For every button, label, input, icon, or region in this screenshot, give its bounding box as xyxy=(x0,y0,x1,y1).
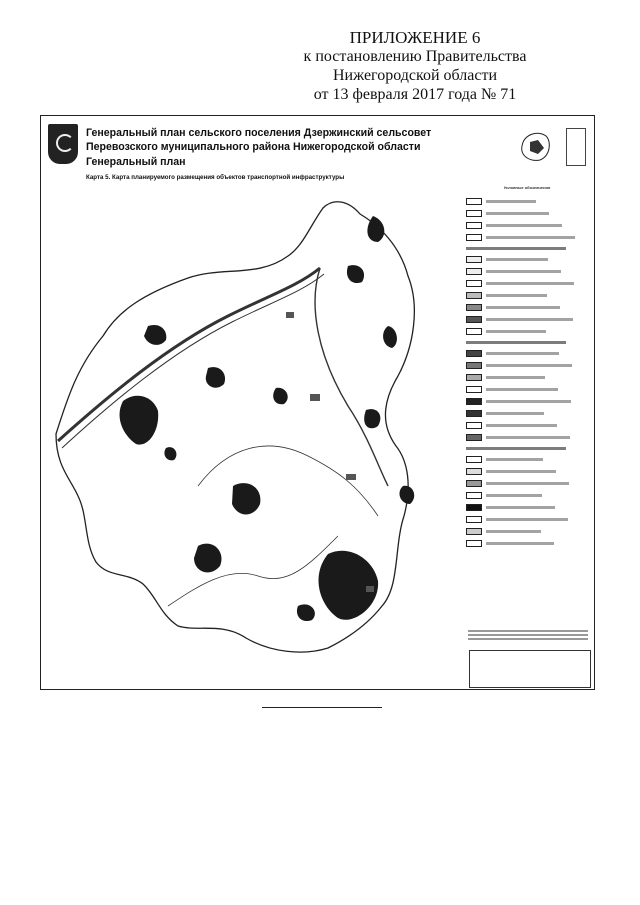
plan-title-line1: Генеральный план сельского поселения Дзержинский сельсовет xyxy=(86,127,432,139)
legend-text-placeholder xyxy=(486,518,568,521)
legend-item xyxy=(466,360,588,370)
legend-item xyxy=(466,514,588,524)
legend-swatch xyxy=(466,350,482,357)
legend-item xyxy=(466,314,588,324)
legend-text-placeholder xyxy=(486,236,575,239)
legend-item xyxy=(466,526,588,536)
legend-text-placeholder xyxy=(486,388,558,391)
legend-text-placeholder xyxy=(486,542,554,545)
legend-swatch xyxy=(466,222,482,229)
legend-text-placeholder xyxy=(486,282,574,285)
plan-subtitle: Генеральный план xyxy=(86,156,186,168)
separator-line xyxy=(262,707,382,708)
legend-swatch xyxy=(466,304,482,311)
legend-swatch xyxy=(466,362,482,369)
legend-title: Условные обозначения xyxy=(503,185,551,190)
sheet-stamp-box xyxy=(566,128,586,166)
legend-item xyxy=(466,326,588,336)
legend-swatch xyxy=(466,480,482,487)
legend-text-placeholder xyxy=(486,306,560,309)
legend-item xyxy=(466,290,588,300)
legend-item xyxy=(466,396,588,406)
legend-item xyxy=(466,490,588,500)
legend-swatch xyxy=(466,398,482,405)
legend-swatch xyxy=(466,386,482,393)
legend-item xyxy=(466,220,588,230)
map-legend xyxy=(466,185,588,625)
legend-item xyxy=(466,408,588,418)
legend-text-placeholder xyxy=(486,212,549,215)
legend-item xyxy=(466,466,588,476)
title-block xyxy=(469,650,591,688)
legend-item xyxy=(466,254,588,264)
legend-text-placeholder xyxy=(486,400,571,403)
legend-swatch xyxy=(466,504,482,511)
plan-title xyxy=(86,126,506,154)
legend-swatch xyxy=(466,198,482,205)
legend-swatch xyxy=(466,468,482,475)
legend-text-placeholder xyxy=(486,200,536,203)
legend-item xyxy=(466,454,588,464)
legend-text-placeholder xyxy=(486,412,544,415)
legend-text-placeholder xyxy=(486,376,545,379)
legend-item xyxy=(466,420,588,430)
legend-item xyxy=(466,538,588,548)
legend-section-heading xyxy=(466,341,566,344)
decree-line: к постановлению Правительства xyxy=(303,48,527,65)
map-name: Карта 5. Карта планируемого размещения объектов транспортной инфраструктуры xyxy=(86,174,345,181)
legend-swatch xyxy=(466,316,482,323)
region-line: Нижегородской области xyxy=(332,67,497,84)
legend-swatch xyxy=(466,516,482,523)
legend-swatch xyxy=(466,234,482,241)
legend-item xyxy=(466,384,588,394)
legend-swatch xyxy=(466,540,482,547)
legend-item xyxy=(466,372,588,382)
legend-text-placeholder xyxy=(486,330,546,333)
legend-swatch xyxy=(466,456,482,463)
legend-text-placeholder xyxy=(486,224,562,227)
legend-item xyxy=(466,196,588,206)
legend-text-placeholder xyxy=(486,294,547,297)
locator-inset-icon xyxy=(512,126,560,166)
map-notes xyxy=(468,630,588,644)
legend-swatch xyxy=(466,328,482,335)
legend-item xyxy=(466,348,588,358)
legend-swatch xyxy=(466,292,482,299)
legend-text-placeholder xyxy=(486,352,559,355)
legend-item xyxy=(466,478,588,488)
legend-text-placeholder xyxy=(486,494,542,497)
document-header xyxy=(250,28,580,104)
legend-swatch xyxy=(466,434,482,441)
legend-swatch xyxy=(466,268,482,275)
legend-item xyxy=(466,266,588,276)
coat-of-arms-icon xyxy=(48,124,78,164)
plan-title-line2: Перевозского муниципального района Нижегородской области xyxy=(86,141,421,153)
legend-text-placeholder xyxy=(486,470,556,473)
legend-text-placeholder xyxy=(486,258,548,261)
legend-text-placeholder xyxy=(486,458,543,461)
legend-section-heading xyxy=(466,447,566,450)
legend-item xyxy=(466,432,588,442)
legend-item xyxy=(466,502,588,512)
legend-swatch xyxy=(466,492,482,499)
legend-swatch xyxy=(466,374,482,381)
legend-swatch xyxy=(466,210,482,217)
legend-swatch xyxy=(466,280,482,287)
legend-text-placeholder xyxy=(486,436,570,439)
date-line: от 13 февраля 2017 года № 71 xyxy=(313,86,517,103)
appendix-title: ПРИЛОЖЕНИЕ 6 xyxy=(349,28,481,47)
legend-text-placeholder xyxy=(486,424,557,427)
legend-text-placeholder xyxy=(486,482,569,485)
legend-text-placeholder xyxy=(486,506,555,509)
legend-text-placeholder xyxy=(486,364,572,367)
legend-item xyxy=(466,278,588,288)
settlement-map xyxy=(48,186,462,666)
legend-text-placeholder xyxy=(486,530,541,533)
legend-swatch xyxy=(466,422,482,429)
legend-text-placeholder xyxy=(486,270,561,273)
legend-swatch xyxy=(466,256,482,263)
legend-swatch xyxy=(466,410,482,417)
legend-item xyxy=(466,208,588,218)
legend-text-placeholder xyxy=(486,318,573,321)
legend-swatch xyxy=(466,528,482,535)
legend-section-heading xyxy=(466,247,566,250)
legend-item xyxy=(466,302,588,312)
legend-item xyxy=(466,232,588,242)
